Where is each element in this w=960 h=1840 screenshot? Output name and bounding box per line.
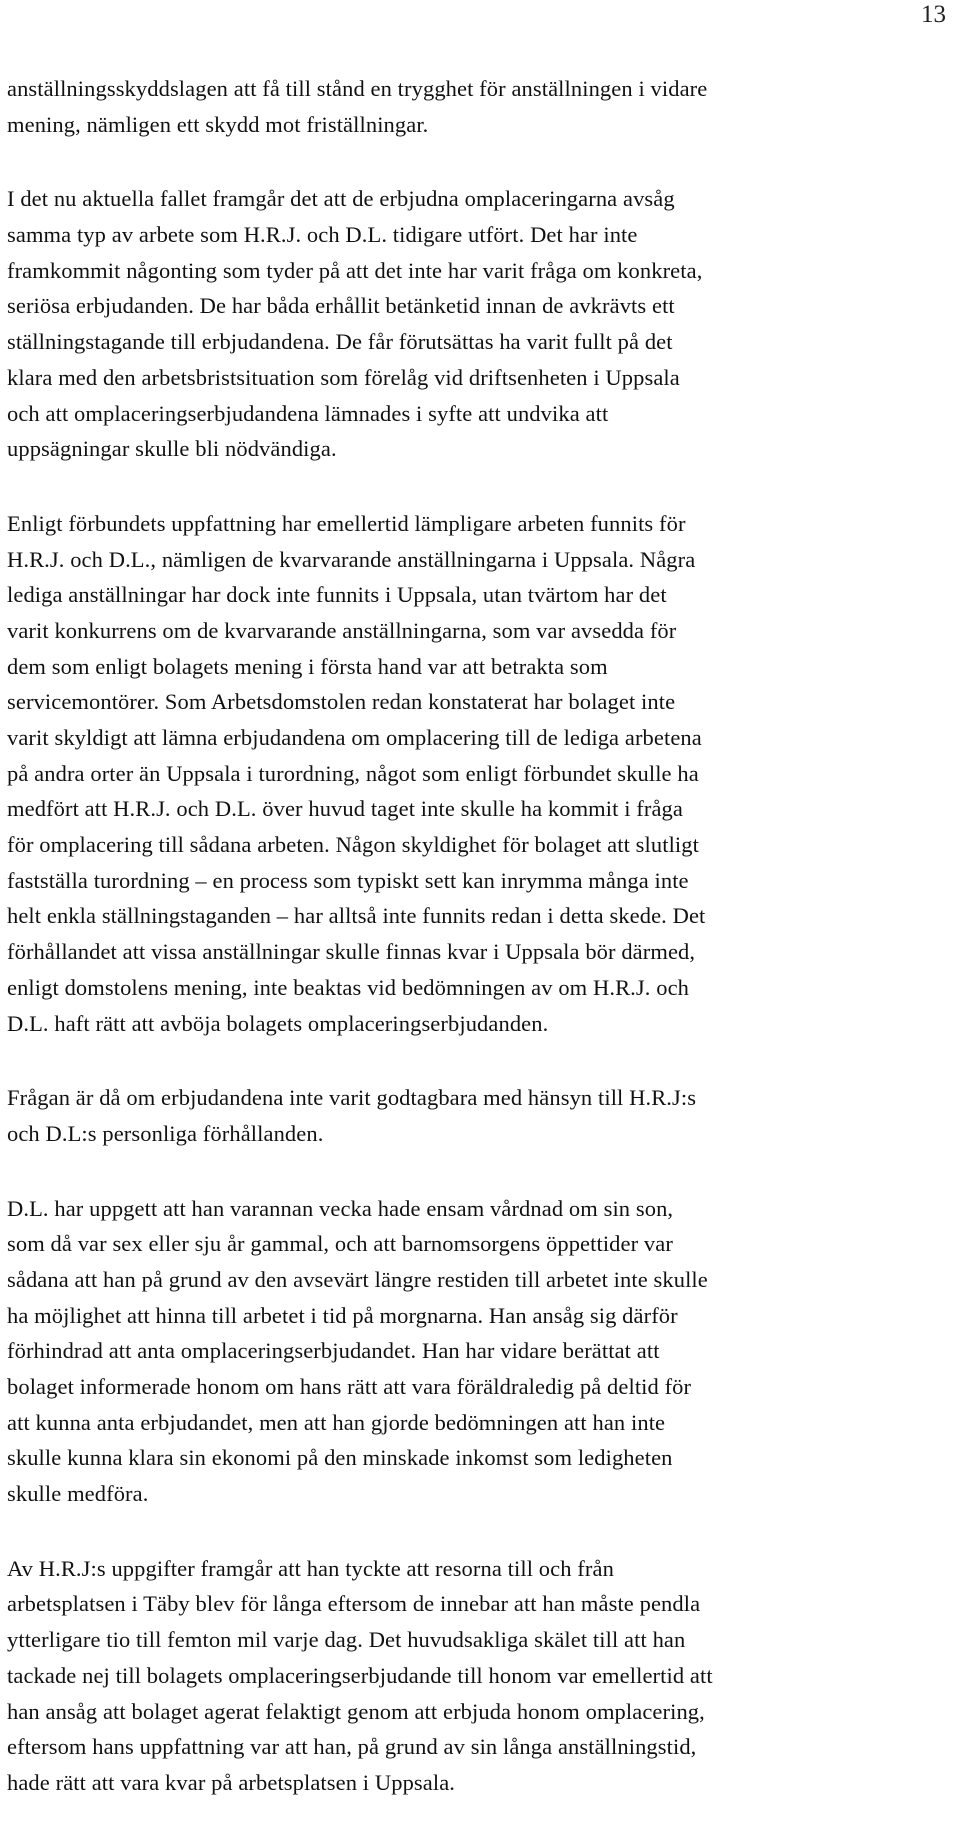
text-line: klara med den arbetsbristsituation som förelåg vid driftsenheten i Uppsala bbox=[7, 364, 680, 390]
text-line: och att omplaceringserbjudandena lämnades i syfte att undvika att bbox=[7, 400, 609, 426]
text-line: mening, nämligen ett skydd mot friställningar. bbox=[7, 111, 429, 137]
text-line: han ansåg att bolaget agerat felaktigt genom att erbjuda honom omplacering, bbox=[7, 1698, 705, 1724]
text-line: att kunna anta erbjudandet, men att han gjorde bedömningen att han inte bbox=[7, 1409, 666, 1435]
paragraph bbox=[7, 1191, 955, 1512]
text-line: seriösa erbjudanden. De har båda erhållit betänketid innan de avkrävts ett bbox=[7, 293, 675, 319]
text-line: medfört att H.R.J. och D.L. över huvud taget inte skulle ha kommit i fråga bbox=[7, 796, 683, 822]
text-line: D.L. haft rätt att avböja bolagets omplaceringserbjudanden. bbox=[7, 1010, 549, 1036]
text-line: fastställa turordning – en process som typiskt sett kan inrymma många inte bbox=[7, 867, 689, 893]
text-line: uppsägningar skulle bli nödvändiga. bbox=[7, 436, 337, 462]
text-line: anställningsskyddslagen att få till stånd en trygghet för anställningen i vidare bbox=[7, 76, 708, 101]
text-line: I det nu aktuella fallet framgår det att de erbjudna omplaceringarna avsåg bbox=[7, 186, 675, 212]
text-line: bolaget informerade honom om hans rätt att vara föräldraledig på deltid för bbox=[7, 1374, 692, 1399]
text-line: varit skyldigt att lämna erbjudandena om omplacering till de lediga arbetena bbox=[7, 725, 702, 750]
text-line: skulle kunna klara sin ekonomi på den minskade inkomst som ledigheten bbox=[7, 1445, 673, 1471]
text-line: H.R.J. och D.L., nämligen de kvarvarande anställningarna i Uppsala. Några bbox=[7, 546, 696, 572]
text-line: tackade nej till bolagets omplaceringserbjudande till honom var emellertid att bbox=[7, 1662, 713, 1688]
text-line: enligt domstolens mening, inte beaktas vid bedömningen av om H.R.J. och bbox=[7, 974, 690, 1000]
text-line: skulle medföra. bbox=[7, 1481, 149, 1507]
paragraph bbox=[7, 1080, 955, 1151]
text-line: servicemontörer. Som Arbetsdomstolen redan konstaterat har bolaget inte bbox=[7, 689, 676, 715]
text-line: förhindrad att anta omplaceringserbjudandet. Han har vidare berättat att bbox=[7, 1338, 660, 1364]
text-line: förhållandet att vissa anställningar skulle finnas kvar i Uppsala bör därmed, bbox=[7, 939, 696, 965]
paragraph bbox=[7, 181, 955, 467]
text-line: sådana att han på grund av den avsevärt längre restiden till arbetet inte skulle bbox=[7, 1266, 708, 1292]
text-line: eftersom hans uppfattning var att han, på grund av sin långa anställningstid, bbox=[7, 1734, 697, 1760]
paragraph bbox=[7, 1551, 955, 1801]
text-line: framkommit någonting som tyder på att det inte har varit fråga om konkreta, bbox=[7, 257, 703, 283]
text-line: ytterligare tio till femton mil varje dag. Det huvudsakliga skälet till att han bbox=[7, 1627, 686, 1653]
text-line: på andra orter än Uppsala i turordning, något som enligt förbundet skulle ha bbox=[7, 760, 699, 786]
page-number: 13 bbox=[921, 1, 946, 28]
text-line: hade rätt att vara kvar på arbetsplatsen i Uppsala. bbox=[7, 1769, 456, 1795]
text-line: varit konkurrens om de kvarvarande anställningarna, som var avsedda för bbox=[7, 617, 677, 643]
paragraph bbox=[7, 71, 955, 142]
text-line: lediga anställningar har dock inte funnits i Uppsala, utan tvärtom har det bbox=[7, 582, 667, 608]
text-line: som då var sex eller sju år gammal, och att barnomsorgens öppettider var bbox=[7, 1231, 673, 1257]
paragraph bbox=[7, 506, 955, 1041]
text-line: Enligt förbundets uppfattning har emellertid lämpligare arbeten funnits för bbox=[7, 510, 686, 536]
text-line: och D.L:s personliga förhållanden. bbox=[7, 1120, 324, 1146]
text-line: samma typ av arbete som H.R.J. och D.L. tidigare utfört. Det har inte bbox=[7, 222, 638, 248]
text-line: D.L. har uppgett att han varannan vecka hade ensam vårdnad om sin son, bbox=[7, 1195, 674, 1221]
document-body bbox=[7, 71, 955, 1840]
text-line: arbetsplatsen i Täby blev för långa eftersom de innebar att han måste pendla bbox=[7, 1591, 701, 1617]
text-line: för omplacering till sådana arbeten. Någon skyldighet för bolaget att slutligt bbox=[7, 832, 699, 858]
text-line: Av H.R.J:s uppgifter framgår att han tyckte att resorna till och från bbox=[7, 1555, 614, 1581]
text-line: ställningstagande till erbjudandena. De får förutsättas ha varit fullt på det bbox=[7, 329, 673, 355]
text-line: Frågan är då om erbjudandena inte varit godtagbara med hänsyn till H.R.J:s bbox=[7, 1085, 697, 1111]
text-line: ha möjlighet att hinna till arbetet i tid på morgnarna. Han ansåg sig därför bbox=[7, 1302, 678, 1328]
text-line: dem som enligt bolagets mening i första hand var att betrakta som bbox=[7, 653, 608, 679]
text-line: helt enkla ställningstaganden – har alltså inte funnits redan i detta skede. Det bbox=[7, 903, 706, 929]
